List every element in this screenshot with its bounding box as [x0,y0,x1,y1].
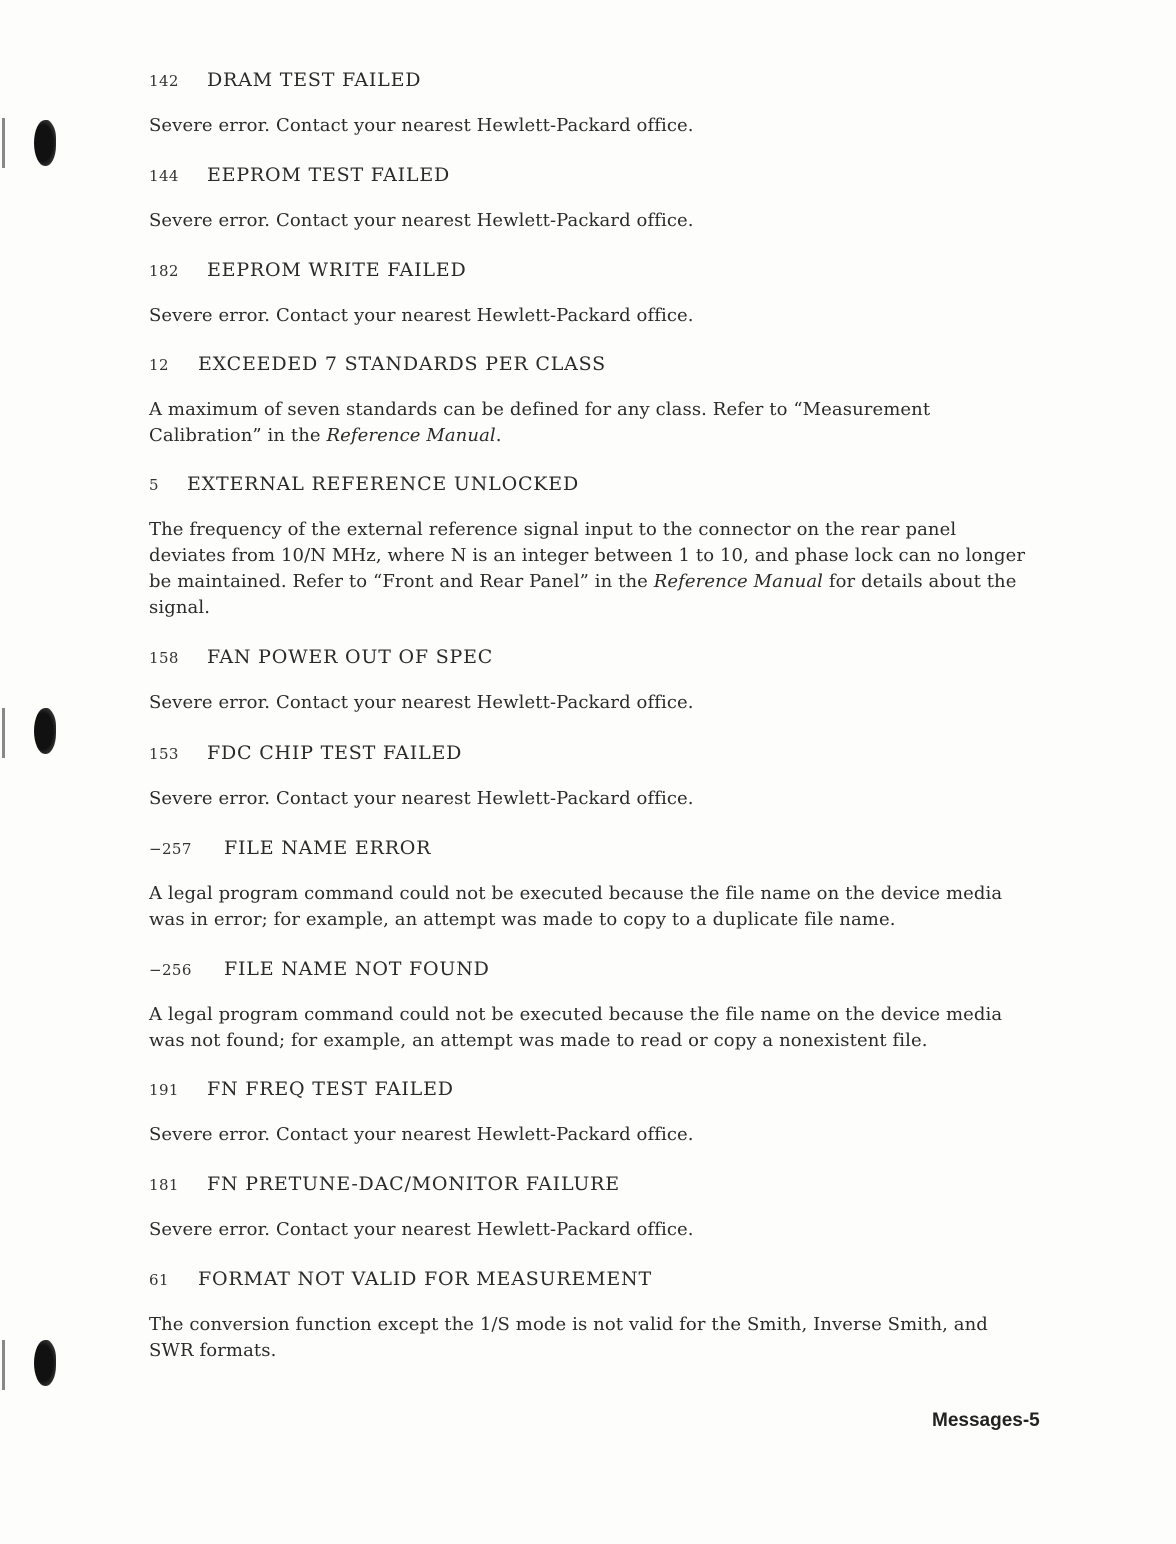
message-title: EXTERNAL REFERENCE UNLOCKED [187,473,579,495]
message-entry [149,68,1029,139]
message-heading [149,1267,1029,1292]
message-entry [149,957,1029,1054]
message-code: 153 [149,745,179,763]
message-description: Severe error. Contact your nearest Hewlett-Packard office. [149,1219,694,1240]
message-entry [149,352,1029,449]
message-title: EEPROM WRITE FAILED [207,259,467,281]
edge-mark [2,118,5,168]
message-description: A maximum of seven standards can be defined for any class. Refer to “Measurement Calibration” in the Reference Manual. [149,399,931,446]
message-title: FDC CHIP TEST FAILED [207,742,463,764]
binding-hole-icon [34,1340,56,1386]
message-code: 142 [149,72,179,90]
message-code: 191 [149,1081,179,1099]
message-heading [149,163,1029,188]
message-description: Severe error. Contact your nearest Hewlett-Packard office. [149,788,694,809]
message-code: −257 [149,840,192,858]
message-description: A legal program command could not be executed because the file name on the device media was not found; for example, an attempt was made to read or copy a nonexistent file. [149,1004,1003,1051]
page-footer: Messages-5 [932,1410,1040,1431]
message-description: Severe error. Contact your nearest Hewlett-Packard office. [149,115,694,136]
message-heading [149,472,1029,497]
message-heading [149,1172,1029,1197]
message-code: 182 [149,262,179,280]
message-title: DRAM TEST FAILED [207,69,422,91]
message-heading [149,1077,1029,1102]
message-description: The conversion function except the 1/S mode is not valid for the Smith, Inverse Smith, and SWR formats. [149,1314,988,1361]
message-heading [149,352,1029,377]
message-heading [149,645,1029,670]
message-entry [149,741,1029,812]
message-code: 5 [149,476,159,494]
message-title: EXCEEDED 7 STANDARDS PER CLASS [198,353,606,375]
message-description: Severe error. Contact your nearest Hewlett-Packard office. [149,692,694,713]
message-description: Severe error. Contact your nearest Hewlett-Packard office. [149,210,694,231]
message-code: −256 [149,961,192,979]
message-heading [149,957,1029,982]
message-entry [149,1172,1029,1243]
message-entry [149,1077,1029,1148]
message-code: 12 [149,356,169,374]
binding-hole-icon [34,708,56,754]
message-description: The frequency of the external reference signal input to the connector on the rear panel deviates from 10/N MHz, where N is an integer between 1 to 10, and phase lock can no longer be maintained. Refer to “Front and Rear Panel” in the Reference Manual for details about the signal. [149,519,1026,618]
message-code: 144 [149,167,179,185]
message-title: FN PRETUNE-DAC/MONITOR FAILURE [207,1173,620,1195]
message-entry [149,1267,1029,1364]
reference-manual-ref: Reference Manual [326,425,496,446]
message-entry [149,645,1029,716]
message-title: FN FREQ TEST FAILED [207,1078,454,1100]
message-title: FILE NAME ERROR [224,837,432,859]
message-entry [149,163,1029,234]
message-entry [149,472,1029,621]
message-description: A legal program command could not be executed because the file name on the device media was in error; for example, an attempt was made to copy to a duplicate file name. [149,883,1003,930]
message-description: Severe error. Contact your nearest Hewlett-Packard office. [149,305,694,326]
edge-mark [2,1340,5,1390]
message-description: Severe error. Contact your nearest Hewlett-Packard office. [149,1124,694,1145]
reference-manual-ref: Reference Manual [653,571,824,592]
message-title: FAN POWER OUT OF SPEC [207,646,494,668]
message-title: FORMAT NOT VALID FOR MEASUREMENT [198,1268,652,1290]
message-heading [149,741,1029,766]
message-title: FILE NAME NOT FOUND [224,958,490,980]
message-heading [149,258,1029,283]
message-code: 61 [149,1271,169,1289]
message-heading [149,836,1029,861]
message-heading [149,68,1029,93]
message-title: EEPROM TEST FAILED [207,164,451,186]
binding-hole-icon [34,120,56,166]
edge-mark [2,708,5,758]
message-code: 181 [149,1176,179,1194]
message-entry [149,258,1029,329]
message-entry [149,836,1029,933]
message-code: 158 [149,649,179,667]
